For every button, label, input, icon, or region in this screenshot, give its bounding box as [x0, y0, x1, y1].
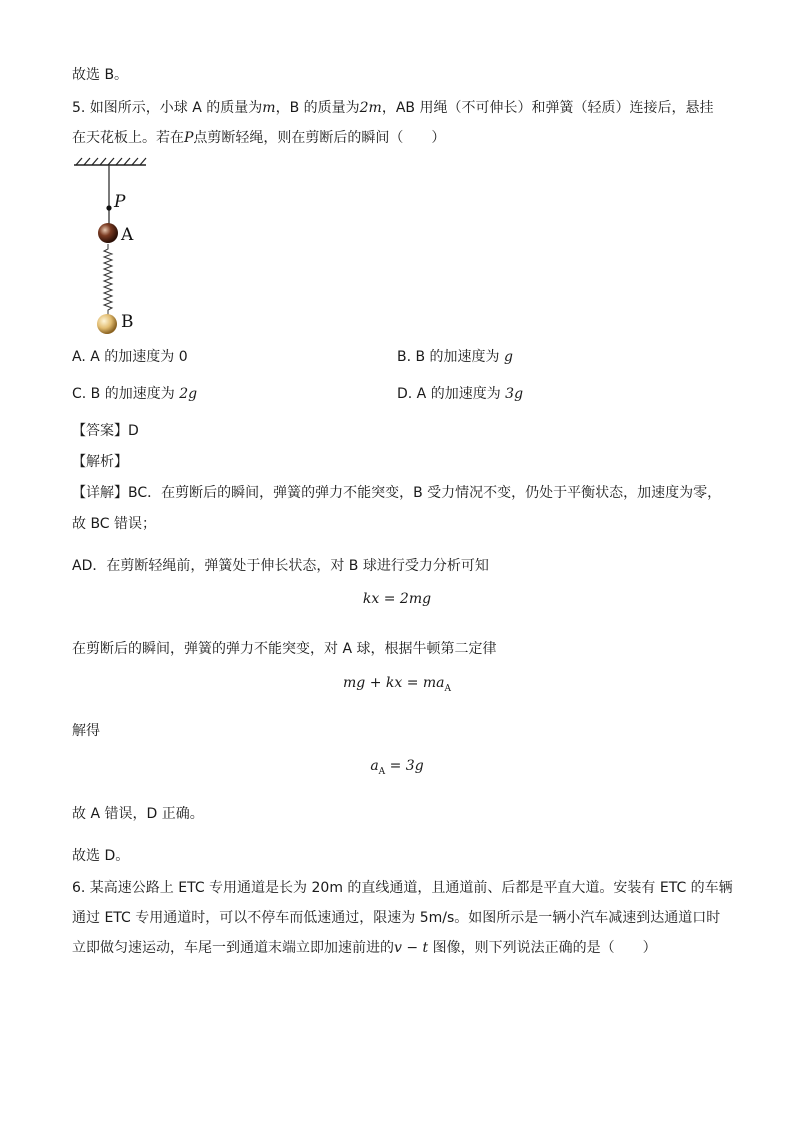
q6-text-a: 立即做匀速运动，车尾一到通道末端立即加速前进的	[72, 940, 394, 956]
q5-point-P: P	[184, 130, 194, 146]
option-a: A. A 的加速度为 0	[72, 349, 188, 365]
option-c-text: C. B 的加速度为	[72, 386, 175, 402]
answer-line	[72, 421, 139, 441]
option-b-value: g	[504, 349, 513, 365]
equation-1: kx = 2mg	[362, 591, 432, 607]
q5-text-b: ，B 的质量为	[275, 100, 360, 116]
spring-figure	[70, 155, 160, 340]
detail-para-4: 解得	[72, 723, 100, 739]
spring	[104, 244, 112, 315]
detail-para-1: 【详解】BC．在剪断后的瞬间，弹簧的弹力不能突变，B 受力情况不变，仍处于平衡状态，加速度为零，	[72, 485, 722, 501]
answer-tag: 【答案】	[72, 423, 128, 439]
equation-3-main: a	[370, 758, 379, 774]
equation-3-rest: = 3g	[385, 758, 424, 774]
option-d-value: 3g	[505, 386, 524, 402]
detail-para-1b: 故 BC 错误；	[72, 516, 157, 532]
equation-3	[0, 758, 794, 777]
option-b	[397, 347, 513, 367]
option-b-text: B. B 的加速度为	[397, 349, 500, 365]
option-d-text: D. A 的加速度为	[397, 386, 501, 402]
q6-vt: v − t	[394, 940, 429, 956]
ceiling	[74, 158, 146, 165]
equation-3-sub: A	[378, 766, 386, 777]
ball-b	[97, 314, 117, 334]
label-a: A	[121, 225, 134, 245]
option-c	[72, 384, 197, 404]
q5-mass-2m: 2m	[359, 100, 382, 116]
question-6-line-1: 6. 某高速公路上 ETC 专用通道是长为 20m 的直线通道，且通道前、后都是平直大道。安装有 ETC 的车辆	[72, 880, 733, 896]
detail-para-6: 故选 D。	[72, 848, 130, 864]
answer-value: D	[128, 423, 139, 439]
question-5-line-1	[72, 98, 713, 118]
q5-text-c: ，AB 用绳（不可伸长）和弹簧（轻质）连接后，悬挂	[381, 100, 714, 116]
point-p-dot	[106, 205, 111, 210]
option-d	[397, 384, 523, 404]
question-6-line-3	[72, 938, 657, 958]
equation-2-sub: A	[444, 683, 451, 694]
label-p: P	[114, 192, 126, 212]
q5-text-a: 5. 如图所示，小球 A 的质量为	[72, 100, 263, 116]
detail-para-5: 故 A 错误，D 正确。	[72, 806, 204, 822]
q6-text-b: 图像，则下列说法正确的是（ ）	[428, 940, 657, 956]
equation-2-main: mg + kx = ma	[343, 675, 445, 691]
equation-2	[0, 675, 794, 694]
question-5-line-2	[72, 128, 445, 148]
question-6-line-2: 通过 ETC 专用通道时，可以不停车而低速通过，限速为 5m/s。如图所示是一辆小汽车减速到达通道口时	[72, 910, 721, 926]
detail-para-3: 在剪断后的瞬间，弹簧的弹力不能突变，对 A 球，根据牛顿第二定律	[72, 641, 497, 657]
option-c-value: 2g	[179, 386, 198, 402]
q5-mass-m: m	[262, 100, 276, 116]
q5-text-e: 点剪断轻绳，则在剪断后的瞬间（ ）	[193, 130, 446, 146]
label-b: B	[121, 312, 134, 332]
detail-para-2: AD．在剪断轻绳前，弹簧处于伸长状态，对 B 球进行受力分析可知	[72, 558, 489, 574]
ball-a	[98, 223, 118, 243]
prev-answer-line: 故选 B。	[72, 67, 129, 83]
q5-text-d: 在天花板上。若在	[72, 130, 184, 146]
analysis-tag: 【解析】	[72, 454, 128, 470]
